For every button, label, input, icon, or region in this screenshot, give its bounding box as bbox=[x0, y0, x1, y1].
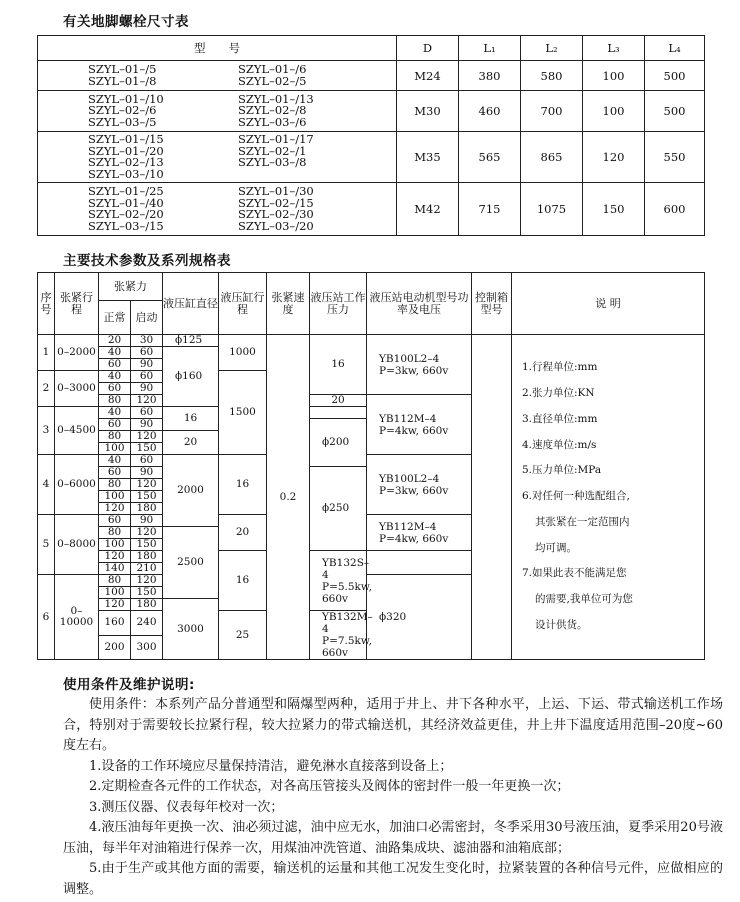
travel-cell: 0–6000 bbox=[55, 455, 99, 515]
header-l2: L₂ bbox=[521, 36, 583, 61]
force-start-cell: 60 bbox=[131, 407, 163, 419]
pressure-cell: 20 bbox=[310, 395, 367, 407]
pressure-cell: 20 bbox=[219, 515, 267, 551]
travel-cell: 0–4500 bbox=[55, 407, 99, 455]
pressure-cell: 16 bbox=[219, 551, 267, 611]
motor-cell: YB100L2–4 P=3kw, 660v bbox=[367, 335, 472, 395]
header-motor: 液压站电动机型号功率及电压 bbox=[367, 273, 472, 335]
force-normal-cell: 80 bbox=[99, 479, 131, 491]
force-normal-cell: 80 bbox=[99, 575, 131, 587]
force-start-cell: 180 bbox=[131, 503, 163, 515]
l4-cell: 550 bbox=[645, 132, 705, 183]
cabinet-cell bbox=[472, 335, 512, 660]
l4-cell: 500 bbox=[645, 91, 705, 132]
cyl-dia-cell: ϕ125 bbox=[163, 335, 219, 347]
seq-cell: 4 bbox=[38, 455, 55, 515]
seq-cell: 1 bbox=[38, 335, 55, 371]
spec-table bbox=[37, 272, 705, 660]
d-cell: M24 bbox=[397, 61, 459, 91]
force-start-cell: 120 bbox=[131, 527, 163, 539]
pressure-cell: 20 bbox=[163, 431, 219, 455]
seq-cell: 6 bbox=[38, 575, 55, 660]
l3-cell: 100 bbox=[583, 91, 645, 132]
header-seq: 序号 bbox=[38, 273, 55, 335]
cyl-stroke-cell: 1500 bbox=[219, 371, 267, 455]
pressure-cell: 16 bbox=[219, 455, 267, 515]
l2-cell: 580 bbox=[521, 61, 583, 91]
seq-cell: 3 bbox=[38, 407, 55, 455]
conditions-paragraph: 使用条件：本系列产品分普通型和隔爆型两种，适用于井上、井下各种水平，上运、下运、带式输送机工作场合，特别对于需要较长拉紧行程，较大拉紧力的带式输送机，其经济效益更佳，井上井下温度适用范围–20度~60度左右。 bbox=[63, 697, 723, 753]
maintenance-item: 5.由于生产或其他方面的需要，输送机的运量和其他工况发生变化时，拉紧装置的各种信号元件，应做相应的调整。 bbox=[63, 861, 723, 897]
force-start-cell: 90 bbox=[131, 467, 163, 479]
force-normal-cell: 200 bbox=[99, 635, 131, 660]
d-cell: M35 bbox=[397, 132, 459, 183]
force-start-cell: 90 bbox=[131, 419, 163, 431]
force-normal-cell: 60 bbox=[99, 419, 131, 431]
motor-cell: YB132M–4 P=7.5kw, 660v bbox=[310, 611, 367, 660]
model-cell: SZYL–01–/25 SZYL–01–/40 SZYL–02–/20 SZYL–03–/15 SZYL–01–/30 SZYL–02–/15 SZYL–02–/30 SZYL–03–/20 bbox=[38, 183, 397, 236]
header-pressure: 液压站工作压力 bbox=[310, 273, 367, 335]
force-normal-cell: 60 bbox=[99, 515, 131, 527]
force-normal-cell: 60 bbox=[99, 383, 131, 395]
d-cell: M42 bbox=[397, 183, 459, 236]
force-normal-cell: 40 bbox=[99, 347, 131, 359]
force-start-cell: 60 bbox=[131, 455, 163, 467]
l2-cell: 700 bbox=[521, 91, 583, 132]
l4-cell: 600 bbox=[645, 183, 705, 236]
force-start-cell: 300 bbox=[131, 635, 163, 660]
cyl-stroke-cell: 2000 bbox=[163, 455, 219, 527]
travel-cell: 0–10000 bbox=[55, 575, 99, 660]
force-normal-cell: 20 bbox=[99, 335, 131, 347]
force-start-cell: 150 bbox=[131, 587, 163, 599]
l3-cell: 120 bbox=[583, 132, 645, 183]
force-normal-cell: 100 bbox=[99, 587, 131, 599]
header-travel: 张紧行程 bbox=[55, 273, 99, 335]
l3-cell: 100 bbox=[583, 61, 645, 91]
force-normal-cell: 100 bbox=[99, 491, 131, 503]
cyl-dia-cell: ϕ200 bbox=[310, 419, 367, 467]
maintenance-item: 3.测压仪器、仪表每年校对一次； bbox=[89, 799, 284, 815]
motor-cell: YB100L2–4 P=3kw, 660v bbox=[367, 455, 472, 515]
force-normal-cell: 80 bbox=[99, 527, 131, 539]
header-notes: 说 明 bbox=[512, 273, 705, 335]
seq-cell: 2 bbox=[38, 371, 55, 407]
force-normal-cell: 160 bbox=[99, 611, 131, 636]
header-cyl-stroke: 液压缸行程 bbox=[219, 273, 267, 335]
d-cell: M30 bbox=[397, 91, 459, 132]
force-normal-cell: 80 bbox=[99, 431, 131, 443]
header-d: D bbox=[397, 36, 459, 61]
header-start: 启动 bbox=[131, 301, 163, 335]
l2-cell: 865 bbox=[521, 132, 583, 183]
conditions-title: 使用条件及维护说明: bbox=[63, 677, 195, 693]
force-normal-cell: 140 bbox=[99, 563, 131, 575]
force-start-cell: 90 bbox=[131, 359, 163, 371]
l4-cell: 500 bbox=[645, 61, 705, 91]
motor-cell: YB112M–4 P=4kw, 660v bbox=[367, 515, 472, 551]
model-cell: SZYL–01–/5 SZYL–01–/8 SZYL–01–/6 SZYL–02–/5 bbox=[38, 61, 397, 91]
motor-cell: YB112M–4 P=4kw, 660v bbox=[367, 395, 472, 455]
force-start-cell: 180 bbox=[131, 599, 163, 611]
l1-cell: 460 bbox=[459, 91, 521, 132]
seq-cell: 5 bbox=[38, 515, 55, 575]
force-start-cell: 60 bbox=[131, 371, 163, 383]
header-force: 张紧力 bbox=[99, 273, 163, 301]
pressure-cell: 25 bbox=[219, 611, 267, 660]
force-normal-cell: 100 bbox=[99, 539, 131, 551]
force-start-cell: 120 bbox=[131, 479, 163, 491]
force-normal-cell: 80 bbox=[99, 395, 131, 407]
force-start-cell: 180 bbox=[131, 551, 163, 563]
header-speed: 张紧速度 bbox=[267, 273, 310, 335]
header-cabinet: 控制箱型号 bbox=[472, 273, 512, 335]
travel-cell: 0–8000 bbox=[55, 515, 99, 575]
header-model: 型 号 bbox=[38, 36, 397, 61]
l1-cell: 715 bbox=[459, 183, 521, 236]
header-l1: L₁ bbox=[459, 36, 521, 61]
anchor-bolt-table-title: 有关地脚螺栓尺寸表 bbox=[63, 14, 189, 30]
force-normal-cell: 120 bbox=[99, 503, 131, 515]
motor-cell: YB132S–4 P=5.5kw, 660v bbox=[310, 551, 367, 611]
travel-cell: 0–2000 bbox=[55, 335, 99, 371]
force-start-cell: 150 bbox=[131, 539, 163, 551]
cyl-stroke-cell: 2500 bbox=[163, 527, 219, 599]
cyl-stroke-cell: 3000 bbox=[163, 599, 219, 660]
l1-cell: 565 bbox=[459, 132, 521, 183]
model-cell: SZYL–01–/15 SZYL–01–/20 SZYL–02–/13 SZYL–03–/10 SZYL–01–/17 SZYL–02–/1 SZYL–03–/8 bbox=[38, 132, 397, 183]
force-normal-cell: 60 bbox=[99, 359, 131, 371]
l2-cell: 1075 bbox=[521, 183, 583, 236]
force-start-cell: 150 bbox=[131, 443, 163, 455]
force-normal-cell: 40 bbox=[99, 455, 131, 467]
header-cyl-dia: 液压缸直径 bbox=[163, 273, 219, 335]
notes-cell: 1.行程单位:mm 2.张力单位:KN 3.直径单位:mm 4.速度单位:m/s 5.压力单位:MPa 6.对任何一种选配组合, 其张紧在一定范围内 均可调。 7.如果此表不能满足您 的需要,我单位可为您 设计供货。 bbox=[512, 335, 705, 660]
speed-cell: 0.2 bbox=[267, 335, 310, 660]
anchor-bolt-table bbox=[37, 35, 705, 236]
force-normal-cell: 60 bbox=[99, 467, 131, 479]
maintenance-item: 4.液压油每年更换一次、油必须过滤，油中应无水，加油口必需密封，冬季采用30号液压油，夏季采用20号液压油，每半年对油箱进行保养一次，用煤油冲洗管道、油路集成块、滤油器和油箱底部； bbox=[63, 820, 723, 856]
force-normal-cell: 120 bbox=[99, 551, 131, 563]
header-l4: L₄ bbox=[645, 36, 705, 61]
force-normal-cell: 40 bbox=[99, 371, 131, 383]
force-normal-cell: 40 bbox=[99, 407, 131, 419]
cyl-dia-cell: ϕ250 bbox=[310, 467, 367, 551]
header-l3: L₃ bbox=[583, 36, 645, 61]
cyl-dia-cell: ϕ320 bbox=[367, 575, 472, 660]
table-row bbox=[38, 183, 705, 236]
force-start-cell: 120 bbox=[131, 431, 163, 443]
table-row bbox=[38, 132, 705, 183]
travel-cell: 0–3000 bbox=[55, 371, 99, 407]
l3-cell: 150 bbox=[583, 183, 645, 236]
maintenance-item: 1.设备的工作环境应尽量保持清洁，避免淋水直接落到设备上； bbox=[89, 758, 453, 774]
force-start-cell: 150 bbox=[131, 491, 163, 503]
force-start-cell: 120 bbox=[131, 395, 163, 407]
spec-table-title: 主要技术参数及系列规格表 bbox=[63, 253, 231, 269]
conditions-body bbox=[63, 695, 723, 900]
force-start-cell: 60 bbox=[131, 347, 163, 359]
force-start-cell: 90 bbox=[131, 383, 163, 395]
header-normal: 正常 bbox=[99, 301, 131, 335]
force-start-cell: 240 bbox=[131, 611, 163, 636]
force-start-cell: 30 bbox=[131, 335, 163, 347]
force-start-cell: 120 bbox=[131, 575, 163, 587]
cyl-dia-cell: ϕ160 bbox=[163, 347, 219, 407]
force-start-cell: 210 bbox=[131, 563, 163, 575]
cyl-stroke-cell: 1000 bbox=[219, 335, 267, 371]
force-start-cell: 90 bbox=[131, 515, 163, 527]
table-row bbox=[38, 91, 705, 132]
force-normal-cell: 100 bbox=[99, 443, 131, 455]
table-row bbox=[38, 61, 705, 91]
force-normal-cell: 120 bbox=[99, 599, 131, 611]
l1-cell: 380 bbox=[459, 61, 521, 91]
pressure-cell: 16 bbox=[310, 335, 367, 395]
model-cell: SZYL–01–/10 SZYL–02–/6 SZYL–03–/5 SZYL–01–/13 SZYL–02–/8 SZYL–03–/6 bbox=[38, 91, 397, 132]
maintenance-item: 2.定期检查各元件的工作状态，对各高压管接头及阀体的密封件一般一年更换一次； bbox=[89, 779, 570, 794]
pressure-cell: 16 bbox=[163, 407, 219, 431]
